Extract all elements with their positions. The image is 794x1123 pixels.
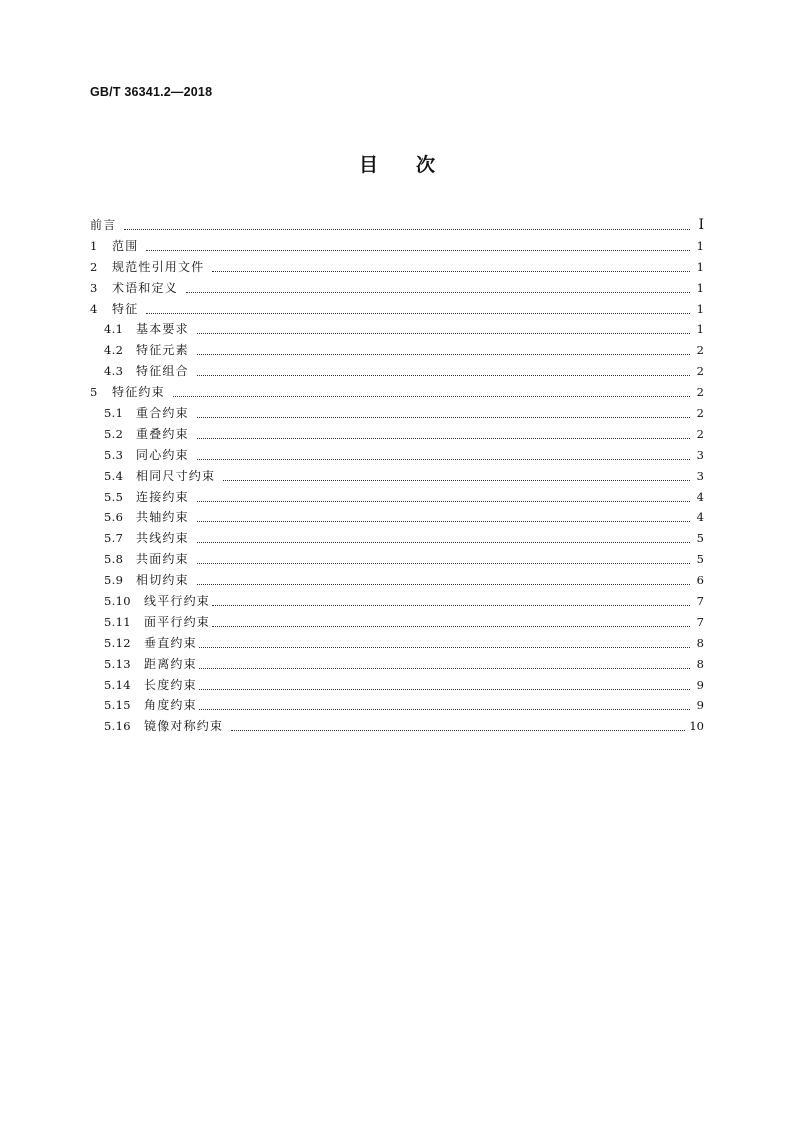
toc-leader: [197, 354, 690, 355]
toc-entry-page: 3: [696, 447, 704, 462]
toc-entry-number: 5.5: [104, 489, 124, 504]
toc-entry-number: 5.16: [104, 719, 131, 734]
toc-entry-4[interactable]: [90, 300, 704, 321]
toc-entry-5-1[interactable]: [90, 404, 704, 425]
toc-leader: [199, 709, 690, 710]
toc-entry-page: 9: [696, 698, 704, 713]
toc-leader: [199, 689, 690, 690]
toc-entry-5-9[interactable]: [90, 571, 704, 592]
toc-entry-label: 特征: [112, 301, 139, 316]
toc-entry-label: 线平行约束: [144, 594, 211, 609]
toc-entry-label: 共轴约束: [136, 510, 189, 525]
toc-entry-label: 术语和定义: [112, 280, 179, 295]
toc-entry-page: 5: [696, 531, 704, 546]
toc-entry-5-15[interactable]: [90, 696, 704, 717]
standard-code: GB/T 36341.2—2018: [90, 85, 213, 99]
toc-entry-number: 5: [90, 385, 98, 400]
toc-entry-label: 重叠约束: [136, 426, 189, 441]
toc-entry-5-16[interactable]: [90, 717, 704, 738]
toc-leader: [197, 375, 690, 376]
toc-entry-number: 5.4: [104, 468, 124, 483]
toc-leader: [186, 292, 690, 293]
toc-entry-page: 2: [696, 426, 704, 441]
toc-leader: [199, 668, 690, 669]
toc-leader: [223, 480, 690, 481]
toc-entry-5-12[interactable]: [90, 634, 704, 655]
toc-entry-number: 5.2: [104, 426, 124, 441]
toc-entry-number: 5.1: [104, 406, 124, 421]
toc-entry-number: 5.14: [104, 677, 131, 692]
toc-leader: [197, 333, 690, 334]
toc-entry-label: 距离约束: [144, 656, 197, 671]
toc-entry-5-5[interactable]: [90, 488, 704, 509]
toc-entry-4-2[interactable]: [90, 341, 704, 362]
toc-leader: [212, 626, 690, 627]
toc-entry-1[interactable]: [90, 237, 704, 258]
toc-entry-2[interactable]: [90, 258, 704, 279]
toc-entry-page: 9: [696, 677, 704, 692]
toc-entry-label: 镜像对称约束: [144, 719, 224, 734]
toc-leader: [146, 313, 690, 314]
toc-title: [0, 150, 794, 177]
table-of-contents: [90, 216, 704, 738]
toc-entry-label: 共线约束: [136, 531, 189, 546]
toc-entry-label: 规范性引用文件: [112, 259, 205, 274]
toc-entry-page: 1: [696, 259, 704, 274]
toc-leader: [197, 521, 690, 522]
toc-entry-number: 2: [90, 259, 98, 274]
toc-entry-4-1[interactable]: [90, 320, 704, 341]
toc-entry-page: 4: [696, 489, 704, 504]
toc-entry-label: 重合约束: [136, 406, 189, 421]
toc-entry-label: 连接约束: [136, 489, 189, 504]
toc-entry-page: 2: [696, 385, 704, 400]
toc-leader: [199, 647, 690, 648]
toc-entry-page: 2: [696, 343, 704, 358]
toc-title-char-1: 目: [358, 154, 378, 176]
toc-entry-number: 5.7: [104, 531, 124, 546]
toc-entry-label: 同心约束: [136, 447, 189, 462]
toc-leader: [197, 459, 690, 460]
toc-entry-page: 5: [696, 552, 704, 567]
toc-title-char-2: 次: [416, 154, 436, 176]
toc-entry-label: 特征元素: [136, 343, 189, 358]
toc-entry-5-10[interactable]: [90, 592, 704, 613]
toc-entry-page: 3: [696, 468, 704, 483]
toc-entry-4-3[interactable]: [90, 362, 704, 383]
toc-leader: [197, 563, 690, 564]
toc-entry-number: 4: [90, 301, 98, 316]
toc-entry-label: 前言: [90, 218, 117, 232]
toc-entry-number: 5.11: [104, 614, 131, 629]
toc-entry-5-2[interactable]: [90, 425, 704, 446]
toc-entry-label: 相同尺寸约束: [136, 468, 216, 483]
toc-entry-number: 5.12: [104, 635, 131, 650]
toc-leader: [124, 229, 690, 230]
toc-entry-label: 共面约束: [136, 552, 189, 567]
toc-entry-page: 2: [696, 364, 704, 379]
toc-entry-5-7[interactable]: [90, 529, 704, 550]
toc-leader: [212, 271, 690, 272]
toc-leader: [197, 417, 690, 418]
toc-entry-page: 4: [696, 510, 704, 525]
toc-entry-number: 5.9: [104, 573, 124, 588]
toc-entry-page: 6: [696, 573, 704, 588]
toc-leader: [197, 438, 690, 439]
toc-entry-number: 5.3: [104, 447, 124, 462]
toc-entry-page: 7: [696, 594, 704, 609]
toc-leader: [197, 501, 690, 502]
toc-entry-label: 面平行约束: [144, 614, 211, 629]
toc-entry-label: 长度约束: [144, 677, 197, 692]
toc-entry-label: 角度约束: [144, 698, 197, 713]
toc-entry-5-8[interactable]: [90, 550, 704, 571]
toc-entry-page: 10: [689, 719, 704, 734]
toc-leader: [197, 584, 690, 585]
toc-entry-page: Ⅰ: [698, 218, 704, 233]
toc-entry-5-13[interactable]: [90, 655, 704, 676]
toc-entry-page: 1: [696, 301, 704, 316]
toc-entry-number: 5.10: [104, 594, 131, 609]
toc-entry-page: 2: [696, 406, 704, 421]
toc-entry-5-14[interactable]: [90, 676, 704, 697]
toc-entry-3[interactable]: [90, 279, 704, 300]
toc-entry-page: 8: [696, 635, 704, 650]
toc-entry-5[interactable]: [90, 383, 704, 404]
toc-entry-page: 7: [696, 614, 704, 629]
toc-entry-label: 特征约束: [112, 385, 165, 400]
toc-entry-page: 1: [696, 280, 704, 295]
toc-entry-number: 5.6: [104, 510, 124, 525]
toc-entry-number: 1: [90, 238, 98, 253]
toc-entry-number: 4.2: [104, 343, 124, 358]
toc-entry-number: 4.3: [104, 364, 124, 379]
toc-entry-label: 特征组合: [136, 364, 189, 379]
toc-entry-5-4[interactable]: [90, 467, 704, 488]
toc-leader: [231, 730, 685, 731]
toc-entry-page: 1: [696, 238, 704, 253]
toc-entry-page: 1: [696, 322, 704, 337]
toc-entry-label: 范围: [112, 238, 139, 253]
toc-entry-5-3[interactable]: [90, 446, 704, 467]
toc-entry-foreword[interactable]: [90, 216, 704, 237]
toc-leader: [146, 250, 690, 251]
toc-entry-label: 基本要求: [136, 322, 189, 337]
toc-entry-number: 4.1: [104, 322, 124, 337]
toc-entry-label: 垂直约束: [144, 635, 197, 650]
toc-entry-page: 8: [696, 656, 704, 671]
toc-entry-number: 5.13: [104, 656, 131, 671]
toc-entry-5-11[interactable]: [90, 613, 704, 634]
toc-entry-number: 5.8: [104, 552, 124, 567]
toc-entry-5-6[interactable]: [90, 508, 704, 529]
toc-entry-label: 相切约束: [136, 573, 189, 588]
toc-leader: [212, 605, 690, 606]
toc-entry-number: 3: [90, 280, 98, 295]
toc-leader: [197, 542, 690, 543]
toc-entry-number: 5.15: [104, 698, 131, 713]
toc-leader: [173, 396, 690, 397]
